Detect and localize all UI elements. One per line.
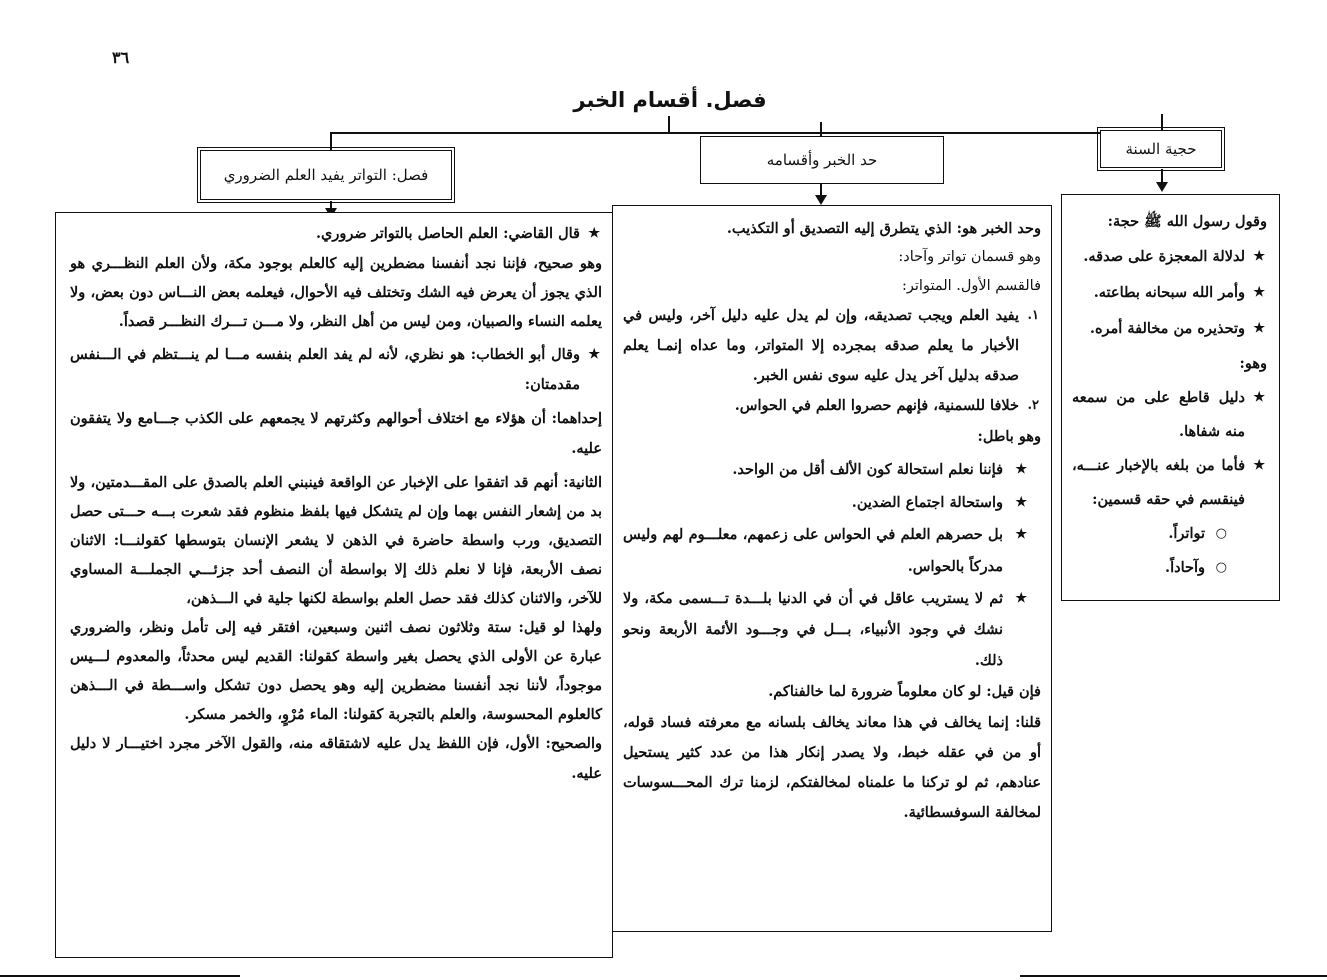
star-icon: ★ [588,347,600,362]
page-title: فصل. أقسام الخبر [573,88,767,112]
star-icon: ★ [1253,249,1265,264]
second-premise: الثانية: أنهم قد اتفقوا على الإخبار عن الواقعة فينبني العلم بالصدق على المقـــدمتين، ولا بد من إشعار النفس بهما وإن لم يتشكل فيها بلفظ منظوم فقد شعرت بـــه حـــتى حصل التصديق، ورب واسطة حاضرة في الذهن لا يشعر الإنسان بتوسطها كقولنـــا: الاثنان نصف الأربعة، فإنا لا نعلم ذلك إلا بواسطة أن النصف أحد جزئـــي الجملـــة المساوي للآخر، والاثنان كذلك فقد حصل العلم بواسطة لكنها جلية في الـــذهن، [70,474,602,607]
star-icon: ★ [588,226,600,241]
sahih-paragraph: وهو صحيح، فإننا نجد أنفسنا مضطرين إليه كالعلم بوجود مكة، ولأن العلم النظـــري هو الذي يجوز أن يعرض فيه الشك وتختلف فيه الأحوال، فيعلمه بعض النـــاس دون بعض، ولا يعلمه النساء والصبيان، ومن ليس من أهل النظر، ولا مـــن تـــرك النظـــر قصداً. [70,255,602,330]
list-item: ★ وأمر الله سبحانه بطاعته. [1072,275,1267,311]
circle-icon: ○ [1215,526,1227,541]
header-left: فصل: التواتر يفيد العلم الضروري [200,150,452,200]
khabar-kinds: وهو قسمان تواتر وآحاد: [898,249,1041,265]
star-icon: ★ [1253,458,1265,473]
bottom-rule [1020,975,1327,977]
wa-huwa: وهو: [1239,355,1267,372]
column-tawatur [55,212,613,958]
khabar-definition: وحد الخبر هو: الذي يتطرق إليه التصديق أو التكذيب. [726,220,1041,237]
list-item: ★ ثم لا يستريب عاقل في أن في الدنيا بلـــدة تـــسمى مكة، ولا نشك في وجود الأنبياء، بـــل في وجـــود الأئمة الأربعة ونحو ذلك. [623,583,1041,676]
circle-icon: ○ [1215,560,1227,575]
header-middle: حد الخبر وأقسامه [700,136,944,184]
list-item: ★ وقال أبو الخطاب: هو نظري، لأنه لم يفد العلم بنفسه مـــا لم ينـــتظم في الـــنفس مقدمتان: [70,340,602,400]
first-heading: فالقسم الأول. المتواتر: [902,278,1041,294]
list-item: ○ وآحاداً. [1072,551,1267,585]
header-right: حجية السنة [1100,130,1222,168]
bottom-rule [0,975,240,977]
list-item: ★ قال القاضي: العلم الحاصل بالتواتر ضروري. [70,219,602,249]
number-label: ١. [1027,308,1039,323]
list-item: ★ فأما من بلغه بالإخبار عنـــه، فينقسم في حقه قسمين: [1072,449,1267,517]
star-icon: ★ [1253,321,1265,336]
star-icon: ★ [1015,462,1027,477]
star-icon: ★ [1253,285,1265,300]
branch-left [330,132,332,150]
list-item: ★ وتحذيره من مخالفة أمره. [1072,311,1267,347]
list-item: ○ تواتراً. [1072,517,1267,551]
list-item: ★ لدلالة المعجزة على صدقه. [1072,239,1267,275]
branch-line [330,132,1163,134]
batil-heading: وهو باطل: [977,428,1041,445]
star-icon: ★ [1015,495,1027,510]
numbered-item: ٢. خلافا للسمنية، فإنهم حصروا العلم في الحواس. [623,391,1041,421]
list-item: ★ فإننا نعلم استحالة كون الألف أقل من الواحد. [623,453,1041,486]
page-number: ٣٦ [112,48,130,67]
sahih-final: والصحيح: الأول، فإن اللفظ يدل عليه لاشتقاقه منه، والقول الآخر مجرد اختيـــار لا دليل عليه. [70,735,602,782]
numbered-item: ١. يفيد العلم ويجب تصديقه، وإن لم يدل عليه دليل آخر، وليس في الأخبار ما يعلم صدقه بمجرده إلا المتواتر، وما عداه إنمـا يعلم صدقه بدليل آخر يدل عليه سوى نفس الخبر. [623,301,1041,391]
star-icon: ★ [1253,390,1265,405]
star-icon: ★ [1015,591,1027,606]
column-sunna [1061,194,1280,601]
reply: قلنا: إنما يخالف في هذا معاند يخالف بلسانه مع معرفته فساد قوله، أو من في عقله خبط، ولا يصدر إنكار هذا من عدد كثير يستحيل عنادهم، ثم لو تركنا ما علمناه لمخالفتكم، لزمنا ترك المحـــسوسات لمخالفة السوفسطائية. [623,714,1041,821]
objection: فإن قيل: لو كان معلوماً ضرورة لما خالفناكم. [768,683,1041,700]
list-item: ★ بل حصرهم العلم في الحواس على زعمهم، معلـــوم لهم وليس مدركاً بالحواس. [623,519,1041,583]
column-khabar [612,205,1052,932]
list-item: ★ دليل قاطع على من سمعه منه شفاها. [1072,381,1267,449]
list-item: ★ واستحالة اجتماع الضدين. [623,486,1041,519]
arrow-middle [815,195,827,205]
first-premise: إحداهما: أن هؤلاء مع اختلاف أحوالهم وكثرتهم لا يجمعهم على الكذب جـــامع ولا يتفقون عليه. [70,410,602,457]
star-icon: ★ [1015,527,1027,542]
qila-paragraph: ولهذا لو قيل: ستة وثلاثون نصف اثنين وسبعين، افتقر فيه إلى تأمل ونظر، والضروري عبارة عن الأولى الذي يحصل بغير واسطة كقولنا: القديم ليس محدثاً، والمعدوم لـــيس موجوداً، لأننا نجد أنفسنا مضطرين إليه وهو يحصل دون تشكل واســـطة في الـــذهن كالعلوم المحسوسة، والعلم بالتجربة كقولنا: الماء مُرْوٍ، والخمر مسكر. [70,619,602,723]
number-label: ٢. [1027,398,1039,413]
arrow-right [1156,182,1168,192]
sunna-intro: وقول رسول الله ﷺ حجة: [1107,213,1267,230]
arrow-stem-right [1161,169,1163,183]
